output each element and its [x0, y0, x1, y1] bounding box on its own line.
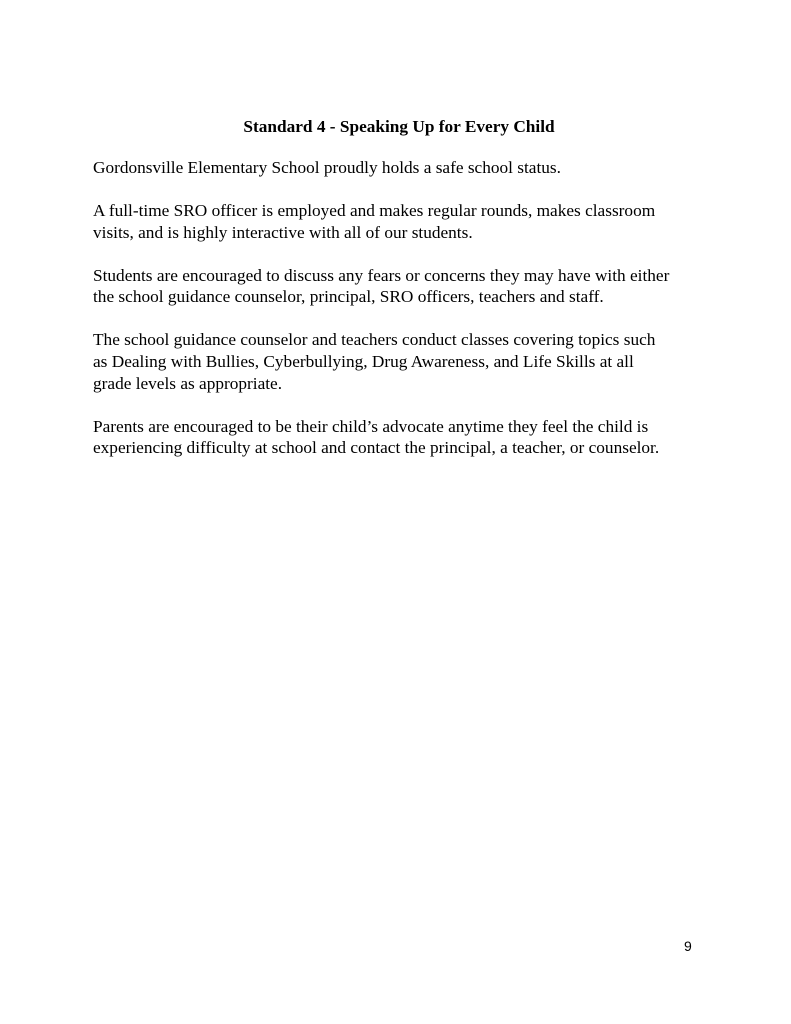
- paragraph-line: Gordonsville Elementary School proudly holds a safe school status.: [93, 158, 561, 177]
- document-body: [93, 116, 705, 480]
- paragraph-line: visits, and is highly interactive with all of our students.: [93, 222, 473, 242]
- paragraph-line: experiencing difficulty at school and contact the principal, a teacher, or counselor.: [93, 438, 660, 458]
- document-title: Standard 4 - Speaking Up for Every Child: [243, 117, 555, 136]
- paragraph-line: A full-time SRO officer is employed and makes regular rounds, makes classroom: [93, 201, 656, 221]
- paragraph-sro-officer: [93, 200, 705, 243]
- paragraph-line: as Dealing with Bullies, Cyberbullying, Drug Awareness, and Life Skills at all: [93, 352, 634, 372]
- paragraph-line: Students are encouraged to discuss any fears or concerns they may have with either: [93, 265, 670, 285]
- paragraph-line: The school guidance counselor and teachers conduct classes covering topics such: [93, 330, 656, 350]
- paragraph-line: Parents are encouraged to be their child’s advocate anytime they feel the child is: [93, 416, 649, 436]
- paragraph-parent-advocacy: [93, 416, 705, 459]
- page-number: 9: [684, 938, 692, 954]
- paragraph-line: the school guidance counselor, principal, SRO officers, teachers and staff.: [93, 287, 604, 307]
- paragraph-safe-school-status: [93, 157, 705, 179]
- paragraph-guidance-classes: [93, 329, 705, 394]
- paragraph-line: grade levels as appropriate.: [93, 373, 283, 393]
- paragraph-student-concerns: [93, 265, 705, 308]
